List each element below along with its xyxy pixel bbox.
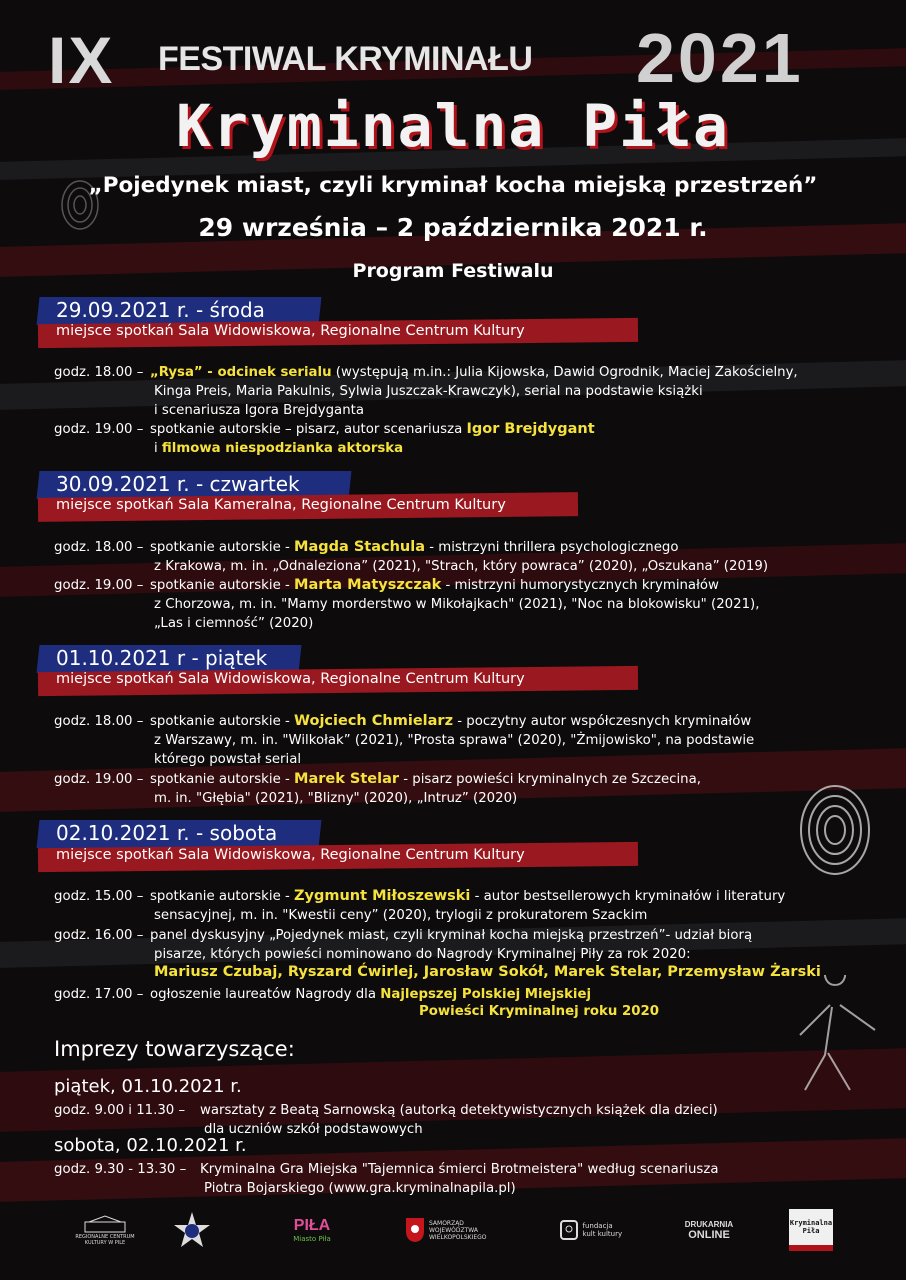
event-text: dla uczniów szkół podstawowych [204, 1122, 423, 1137]
rck-logo [70, 1200, 140, 1260]
author-name: Wojciech Chmielarz [294, 713, 454, 729]
event-time: godz. 18.00 – [54, 714, 144, 729]
event-text: spotkanie autorskie – pisarz, autor scenariusza [150, 422, 467, 437]
fundacja-logo-text: fundacja kult kultury [582, 1222, 623, 1238]
nominee-names: Mariusz Czubaj, Ryszard Ćwirlej, Jarosław Sokół, Marek Stelar, Przemysław Żarski [154, 964, 821, 980]
author-name: Marta Matyszczak [294, 577, 442, 593]
day-heading: 30.09.2021 r. - czwartek [56, 472, 300, 496]
event-text: Kinga Preis, Maria Pakulnis, Sylwia Juszczak-Krawczyk), serial na podstawie książki [154, 384, 703, 399]
festival-title: Kryminalna Piła [176, 92, 730, 160]
chalk-body-outline-icon [780, 975, 890, 1095]
festival-subtitle: „Pojedynek miast, czyli kryminał kocha miejską przestrzeń” [88, 173, 818, 198]
day-heading: 01.10.2021 r - piątek [56, 646, 268, 670]
event-text: spotkanie autorskie - [150, 772, 295, 787]
side-event-entry [54, 1101, 718, 1139]
event-entry [54, 770, 701, 808]
event-time: godz. 18.00 – [54, 365, 144, 380]
samorzad-logo [402, 1200, 512, 1260]
venue: miejsce spotkań Sala Kameralna, Regionalne Centrum Kultury [56, 497, 506, 513]
event-text: z Krakowa, m. in. „Odnaleziona” (2021), "Strach, który powraca” (2020), „Oszukana” (2019) [154, 559, 769, 574]
event-entry [54, 363, 798, 420]
event-entry [54, 420, 595, 458]
author-name: Igor Brejdygant [466, 421, 595, 437]
police-badge-icon [172, 1200, 212, 1260]
event-time: godz. 15.00 – [54, 889, 144, 904]
author-name: Magda Stachula [294, 539, 425, 555]
event-time: godz. 9.00 i 11.30 – [54, 1103, 186, 1118]
samorzad-logo-text: SAMORZĄD WOJEWÓDZTWA WIELKOPOLSKIEGO [429, 1219, 487, 1241]
event-highlight: „Rysa” - odcinek serialu [150, 365, 332, 380]
side-day-heading: sobota, 02.10.2021 r. [54, 1135, 247, 1156]
rck-logo-text: REGIONALNE CENTRUM KULTURY W PILE [75, 1234, 135, 1246]
event-entry [54, 985, 591, 1004]
fundacja-logo [554, 1200, 628, 1260]
event-time: godz. 19.00 – [54, 422, 144, 437]
event-text: - pisarz powieści kryminalnych ze Szczecina, [399, 772, 701, 787]
event-text: i [154, 441, 162, 456]
event-text: spotkanie autorskie - [150, 578, 295, 593]
author-name: Marek Stelar [294, 771, 400, 787]
event-text: warsztaty z Beatą Sarnowską (autorką detektywistycznych książek dla dzieci) [200, 1103, 718, 1118]
event-text: spotkanie autorskie - [150, 714, 295, 729]
event-text: (występują m.in.: Julia Kijowska, Dawid Ogrodnik, Maciej Zakościelny, [331, 365, 798, 380]
festival-name: FESTIWAL KRYMINAŁU [158, 40, 533, 78]
venue: miejsce spotkań Sala Widowiskowa, Regionalne Centrum Kultury [56, 323, 525, 339]
day-heading: 29.09.2021 r. - środa [56, 298, 265, 322]
pila-logo-text: PIŁA [293, 1217, 331, 1234]
event-time: godz. 19.00 – [54, 578, 144, 593]
event-text: z Warszawy, m. in. "Wilkołak” (2021), "Prosta sprawa" (2020), "Żmijowisko", na podstawie [154, 733, 755, 748]
event-entry [54, 887, 785, 925]
event-text: - mistrzyni thrillera psychologicznego [424, 540, 679, 555]
event-text: pisarze, których powieści nominowano do Nagrody Kryminalnej Piły za rok 2020: [154, 947, 691, 962]
event-entry [54, 712, 754, 769]
event-entry [54, 926, 752, 964]
sponsor-logos [0, 1200, 906, 1280]
fingerprint-icon [790, 775, 880, 885]
drukarnia-logo [664, 1200, 754, 1260]
event-text: m. in. "Głębia" (2021), "Blizny" (2020), „Intruz” (2020) [154, 791, 518, 806]
kryminalna-pila-logo [786, 1200, 836, 1260]
author-name: Zygmunt Miłoszewski [294, 888, 471, 904]
event-text: Piotra Bojarskiego (www.gra.kryminalnapila.pl) [204, 1181, 516, 1196]
event-text: którego powstał serial [154, 752, 302, 767]
pila-city-logo [282, 1200, 342, 1260]
festival-year: 2021 [636, 19, 804, 97]
event-text: - autor bestsellerowych kryminałów i literatury [470, 889, 786, 904]
festival-dates: 29 września – 2 października 2021 r. [198, 213, 708, 242]
event-highlight: filmowa niespodzianka aktorska [161, 441, 404, 456]
event-text: spotkanie autorskie - [150, 540, 295, 555]
drukarnia-logo-subtext: ONLINE [688, 1228, 730, 1241]
event-text: z Chorzowa, m. in. "Mamy morderstwo w Mikołajkach" (2021), "Noc na blokowisku" (2021), [154, 597, 760, 612]
program-heading: Program Festiwalu [352, 260, 554, 282]
event-text: - mistrzyni humorystycznych kryminałów [441, 578, 719, 593]
side-events-title: Imprezy towarzyszące: [54, 1037, 295, 1061]
event-time: godz. 18.00 – [54, 540, 144, 555]
side-day-heading: piątek, 01.10.2021 r. [54, 1076, 242, 1097]
event-text: i scenariusza Igora Brejdyganta [154, 403, 364, 418]
event-entry [54, 538, 768, 576]
event-time: godz. 16.00 – [54, 928, 144, 943]
event-text: Kryminalna Gra Miejska "Tajemnica śmierci Brotmeistera" według scenariusza [200, 1162, 719, 1177]
venue: miejsce spotkań Sala Widowiskowa, Regionalne Centrum Kultury [56, 847, 525, 863]
event-text: sensacyjnej, m. in. "Kwestii ceny” (2020), trylogii z prokuratorem Szackim [154, 908, 648, 923]
pila-logo-subtext: Miasto Piła [293, 1235, 331, 1243]
award-name: Najlepszej Polskiej Miejskiej [380, 987, 592, 1002]
edition-number: IX [48, 23, 115, 97]
event-time: godz. 9.30 - 13.30 – [54, 1162, 187, 1177]
event-text: „Las i ciemność” (2020) [154, 616, 314, 631]
side-event-entry [54, 1160, 718, 1198]
event-time: godz. 17.00 – [54, 987, 144, 1002]
award-name: Powieści Kryminalnej roku 2020 [419, 1004, 659, 1019]
day-heading: 02.10.2021 r. - sobota [56, 821, 278, 845]
event-text: ogłoszenie laureatów Nagrody dla [150, 987, 381, 1002]
event-time: godz. 19.00 – [54, 772, 144, 787]
venue: miejsce spotkań Sala Widowiskowa, Regionalne Centrum Kultury [56, 671, 525, 687]
kp-logo-text: Kryminalna Piła [789, 1209, 833, 1251]
event-text: spotkanie autorskie - [150, 889, 295, 904]
event-text: - poczytny autor współczesnych kryminałów [453, 714, 752, 729]
event-entry [54, 576, 759, 633]
drukarnia-logo-text: DRUKARNIA [684, 1219, 734, 1229]
event-text: panel dyskusyjny „Pojedynek miast, czyli kryminał kocha miejską przestrzeń”- udział biorą [150, 928, 753, 943]
